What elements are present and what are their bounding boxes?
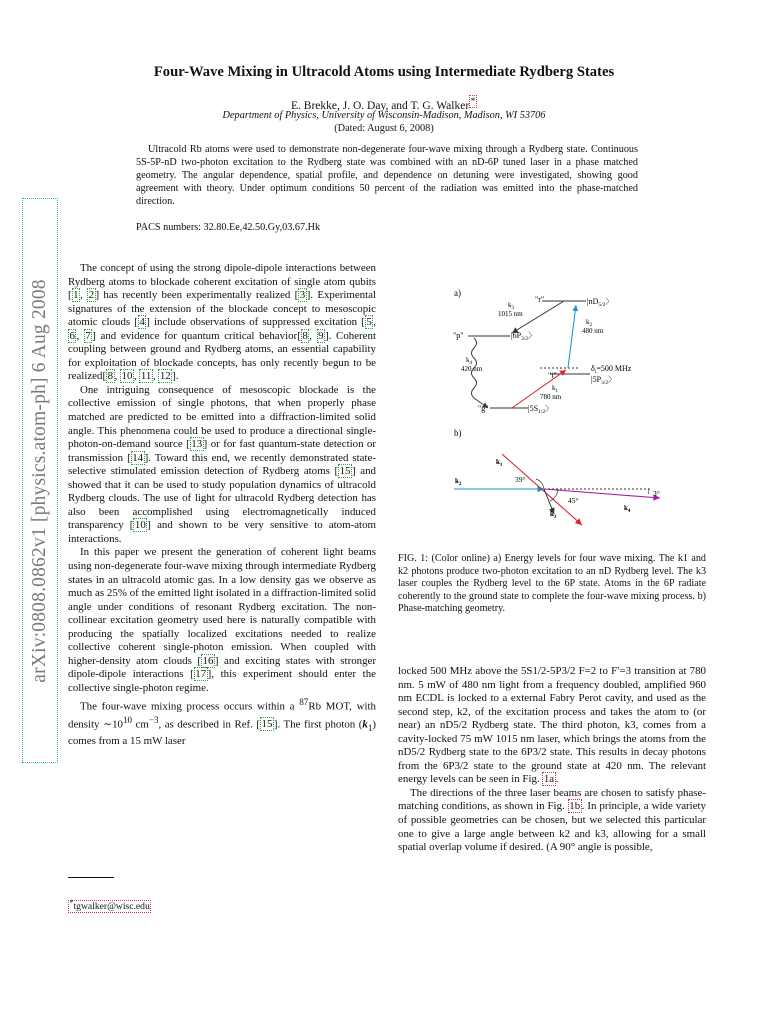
caption-label: FIG. 1: [398, 553, 429, 564]
citation-link[interactable]: 5 [366, 316, 372, 329]
state-6P-label: $|6P_{3/2}$〉 [511, 331, 537, 342]
citation-link[interactable]: 11 [140, 370, 152, 383]
citation-link[interactable]: 4 [139, 316, 145, 329]
angle-arc-45 [550, 489, 558, 501]
figure-link[interactable]: 1b [569, 800, 581, 813]
figure-1 [440, 278, 710, 538]
k4-beam-label: $k_4$ [624, 504, 631, 514]
arxiv-identifier: arXiv:0808.0862v1 [physics.atom-ph] 6 Aug 2008 [29, 278, 50, 683]
citation-link[interactable]: 3 [299, 289, 306, 302]
caption-text: (Color online) a) Energy levels for four wave mixing. The k1 and k2 photons produce two-photon excitation to an nD Rydberg level. The k3 laser couples the Rydberg level to the 6P state. Atoms in the 6P radiate coherently to the ground state to complete the four-wave mixing process. b) Phase-matching geometry. [398, 553, 706, 615]
state-r-label: "r" [535, 295, 545, 304]
paragraph-phase-matching: The directions of the three laser beams are chosen to satisfy phase-matching conditions, as shown in Fig. 1b . In principle, a wide variety of possible geometries can be chosen, but we selected this particular one to give a large angle between k2 and k3, allowing for a small spatial overlap volume if desired. (A 90° angle is possible, [398, 786, 707, 854]
citation-link[interactable]: 9 [318, 329, 324, 342]
author-names: E. Brekke, J. O. Day, and T. G. Walker [291, 99, 470, 112]
date-line: (Dated: August 6, 2008) [334, 123, 434, 134]
paper-title: Four-Wave Mixing in Ultracold Atoms using Intermediate Rydberg States [153, 64, 615, 80]
angle-arc-3 [648, 489, 649, 494]
citation-link[interactable]: 8 [302, 329, 308, 342]
angle-45-label: 45° [568, 496, 579, 505]
k4-wavelength: 420 nm [461, 365, 483, 373]
paragraph-3: In this paper we present the generation of coherent light beams using non-degenerate four-wave mixing through intermediate Rydberg states in an ultracold atomic gas. In a low density gas we observe as much as 25% of the emitted light isolated in a diffraction-limited solid angle under conditions of resonant Rydberg excitation. The non-collinear excitation geometry used here is naturally compatible with producing the spatially localized excitations needed to realize collective coherent single-photon emission. When coupled with higher-density atom clouds [ 16 ] and exciting states with stronger dipole-dipole interactions [ 17 ], this experiment should enter the collective single-photon regime. [68, 546, 376, 694]
citation-link[interactable]: 10 [121, 370, 133, 383]
state-i-label: "i" [548, 371, 557, 380]
figure-link[interactable]: 1a [543, 773, 555, 786]
k2-wavelength: 480 nm [582, 327, 604, 335]
footnote-email-link[interactable]: *tgwalker@wisc.edu [69, 898, 150, 913]
figure-caption [398, 553, 706, 616]
k3-wavelength: 1015 nm [498, 310, 523, 318]
state-5S-label: $|5S_{1/2}$〉 [528, 404, 554, 415]
citation-link[interactable]: 8 [107, 370, 114, 383]
k2-beam-label: $k_2$ [455, 477, 462, 487]
k1-label: $k_1$ [552, 384, 558, 394]
k1-beam-label: $k_1$ [496, 458, 503, 468]
state-g-label: "g" [478, 404, 489, 413]
left-column [68, 262, 376, 749]
footnote-rule [68, 877, 114, 878]
paragraph-continued: locked 500 MHz above the 5S1/2-5P3/2 F=2 to F′=3 transition at 780 nm. 5 mW of 480 nm light from a frequency doubled, amplified 960 nm ECDL is locked to a external Fabry Perot cavity, and used as the second step, k2, of the excitation process and takes the atom to (or near) an nD5/2 Rydberg state. The third photon, k3, comes from a cavity-locked 75 mW 1015 nm laser, which brings the atoms from the nD5/2 Rydberg state to the 6P3/2 state. This results in decay photons from the 6P3/2 state to the ground state at 420 nm. The relevant energy levels can be seen in Fig. 1a . [398, 665, 706, 786]
angle-3-label: 3° [653, 489, 660, 498]
k4-label: $k_4$ [466, 356, 472, 366]
citation-link[interactable]: 1 [73, 289, 79, 302]
citation-link[interactable]: 12 [159, 370, 171, 383]
angle-39-label: 39° [515, 475, 526, 484]
k2-arrow [568, 305, 576, 368]
pacs-numbers: PACS numbers: 32.80.Ee,42.50.Gy,03.67.Hk [136, 222, 321, 233]
state-p-label: "p" [453, 331, 464, 340]
affiliation: Department of Physics, University of Wisconsin-Madison, Madison, WI 53706 [222, 110, 546, 121]
abstract: Ultracold Rb atoms were used to demonstrate non-degenerate four-wave mixing through a Rydberg state. Continuous 5S-5P-nD two-photon excitation to the Rydberg state was combined with an nD-6P tuned laser in a phase matched geometry. The angular dependence, spatial profile, and dependence on detuning were investigated, showing good agreement with theory. Under optimum conditions 50 percent of the radiation was emitted into the phase-matched direction. [136, 144, 638, 208]
state-5P-label: $|5P_{3/2}$〉 [591, 375, 617, 386]
right-column [398, 665, 706, 855]
footnote [68, 898, 151, 912]
detuning-label: $\delta_i=500$ MHz [591, 364, 632, 375]
citation-link[interactable]: 13 [191, 438, 203, 451]
citation-link[interactable]: 6 [69, 329, 75, 342]
citation-link[interactable]: 15 [261, 718, 273, 731]
k2-label: $k_2$ [586, 318, 592, 328]
author-footnote-link[interactable]: * [470, 96, 476, 107]
k3-label: $k_3$ [508, 301, 514, 311]
citation-link[interactable]: 7 [85, 329, 91, 342]
citation-link[interactable]: 16 [202, 654, 214, 667]
paragraph-1: The concept of using the strong dipole-dipole interactions between Rydberg atoms to blockade coherent excitation of single atom qubits [ 1 , 2 ] has recently been experimentally realized [ 3 ]. Experimental signatures of the extension of the blockade concept to mesoscopic atomic clouds [ 4 ] include observations of suppressed excitation [ 5 , 6 , 7 ] and evidence for quantum critical behavior[ 8 , 9 ]. Coherent coupling between ground and Rydberg atoms, an essential capability for exploitation of blockade concepts, has only recently begun to be realized[ 8 , 10 , 11 , 12 ]. [68, 262, 376, 383]
state-nD-label: $|nD_{5/2}$〉 [587, 297, 614, 308]
k4-wavy-arrow [472, 338, 489, 408]
paragraph-2: One intriguing consequence of mesoscopic blockade is the collective emission of single photons, that when properly phase matched are predicted to be emitted into a diffraction-limited solid angle. This phenomena could be used to produce a directional single-photon-on-demand source [ 13 ] or for fast quantum-state detection or transmission [ 14 ]. Toward this end, we recently demonstrated state-selective stimulated emission detection of Rydberg atoms [ 15 ] and showed that it can be used to study population dynamics of ultracold Rydberg clouds. The use of light for ultracold Rydberg detection has also been accomplished using electromagnetically induced transparency [ 10 ] and shown to be very sensitive to atom-atom interactions. [68, 383, 376, 545]
paragraph-4: The four-wave mixing process occurs within a $^{87}$Rb MOT, with density $\sim 10^{10}$ $cm^{-3}$, as described in Ref. [ 15 ]. The first photon $(k_1)$ comes from a 15 mW laser [68, 696, 376, 748]
citation-link[interactable]: 15 [339, 465, 351, 478]
citation-link[interactable]: 10 [134, 519, 146, 532]
panel-b-label: b) [454, 428, 462, 438]
citation-link[interactable]: 14 [132, 451, 144, 464]
citation-link[interactable]: 2 [88, 289, 95, 302]
arxiv-sidebar-stamp[interactable] [22, 198, 58, 763]
k4-beam [544, 489, 660, 498]
citation-link[interactable]: 17 [195, 668, 207, 681]
panel-a-label: a) [454, 288, 461, 298]
k3-beam-label: $k_3$ [550, 510, 557, 520]
k1-wavelength: 780 nm [540, 393, 562, 401]
